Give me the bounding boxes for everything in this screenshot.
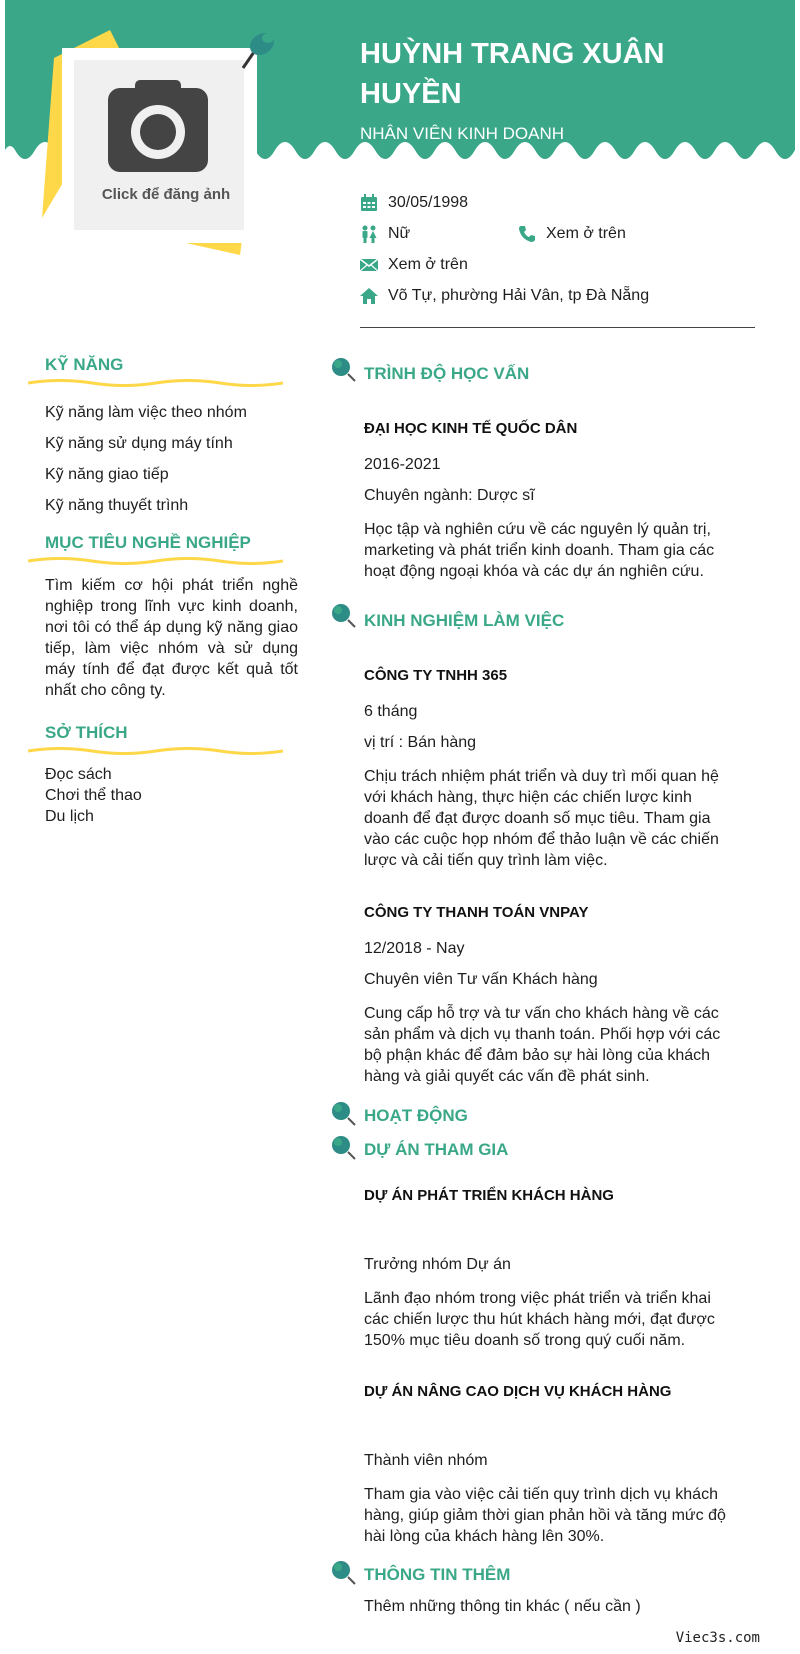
- education-desc: Học tập và nghiên cứu về các nguyên lý quản trị, marketing và phát triển kinh doanh. Tham gia các hoạt động ngoại khóa và các dự án nghiên cứu.: [364, 521, 715, 580]
- objective-title: MỤC TIÊU NGHỀ NGHIỆP: [45, 533, 251, 552]
- extra-title: THÔNG TIN THÊM: [364, 1565, 511, 1584]
- activities-title: HOẠT ĐỘNG: [364, 1106, 468, 1125]
- birthday-row: [360, 194, 468, 212]
- address-value: Võ Tự, phường Hải Vân, tp Đà Nẵng: [388, 287, 650, 304]
- objective-text: Tìm kiếm cơ hội phát triển nghề nghiệp trong lĩnh vực kinh doanh, nơi tôi có thể áp dụng kỹ năng giao tiếp, làm việc nhóm và sử dụng máy tính để đạt được kết quả tốt nhất cho công ty.: [45, 577, 298, 699]
- phone-value: Xem ở trên: [546, 225, 626, 242]
- job-company: CÔNG TY THANH TOÁN VNPAY: [364, 904, 589, 921]
- experience-title: KINH NGHIỆM LÀM VIỆC: [364, 611, 565, 630]
- gender-value: Nữ: [388, 225, 411, 242]
- email-row: [360, 256, 468, 274]
- job-desc: Cung cấp hỗ trợ và tư vấn cho khách hàng về các sản phẩm và dịch vụ thanh toán. Phối hợp với các bộ phận khác để đảm bảo sự hài lòng của khách hàng và giải quyết các vấn đề phát sinh.: [364, 1005, 721, 1085]
- address-row: [360, 287, 649, 305]
- job-desc: Chịu trách nhiệm phát triển và duy trì mối quan hệ với khách hàng, thực hiện các chiến lược kinh doanh để đạt được doanh số mục tiêu. Tham gia vào các cuộc họp nhóm để thảo luận về các chiến lược và cải tiến quy trình làm việc.: [364, 768, 719, 869]
- skill-item: Kỹ năng thuyết trình: [45, 497, 189, 514]
- phone-icon: [518, 225, 536, 243]
- pushpin-icon: [330, 1134, 356, 1160]
- project-role: Thành viên nhóm: [364, 1452, 488, 1469]
- job-company: CÔNG TY TNHH 365: [364, 667, 508, 684]
- calendar-icon: [360, 194, 378, 212]
- education-school: ĐẠI HỌC KINH TẾ QUỐC DÂN: [364, 420, 578, 437]
- skill-item: Kỹ năng sử dụng máy tính: [45, 435, 233, 452]
- skills-wave-divider: [28, 378, 283, 388]
- contact-divider: [360, 327, 755, 328]
- camera-icon: [108, 80, 208, 172]
- extra-text: Thêm những thông tin khác ( nếu cần ): [364, 1598, 641, 1615]
- candidate-role: NHÂN VIÊN KINH DOANH: [360, 124, 565, 143]
- hobby-item: Chơi thể thao: [45, 787, 142, 804]
- watermark: Viec3s.com: [675, 1630, 760, 1646]
- email-value: Xem ở trên: [388, 256, 468, 273]
- skill-item: Kỹ năng làm việc theo nhóm: [45, 404, 247, 421]
- photo-upload-caption[interactable]: Click để đăng ảnh: [101, 186, 231, 203]
- pushpin-icon: [330, 602, 356, 628]
- project-name: DỰ ÁN PHÁT TRIỂN KHÁCH HÀNG: [364, 1187, 614, 1204]
- photo-frame[interactable]: [40, 30, 300, 280]
- phone-row: [518, 225, 626, 243]
- pushpin-icon: [330, 1559, 356, 1585]
- projects-title: DỰ ÁN THAM GIA: [364, 1140, 509, 1159]
- education-title: TRÌNH ĐỘ HỌC VẤN: [364, 364, 530, 383]
- job-position: vị trí : Bán hàng: [364, 734, 477, 751]
- gender-row: [360, 225, 410, 243]
- job-duration: 12/2018 - Nay: [364, 940, 465, 957]
- hobby-item: Du lịch: [45, 808, 94, 825]
- project-desc: Lãnh đạo nhóm trong việc phát triển và triển khai các chiến lược thu hút khách hàng mới, đạt được 150% mục tiêu doanh số trong quý cuối năm.: [364, 1290, 715, 1349]
- hobbies-wave-divider: [28, 746, 283, 756]
- gender-icon: [360, 225, 378, 243]
- project-name: DỰ ÁN NÂNG CAO DỊCH VỤ KHÁCH HÀNG: [364, 1383, 672, 1400]
- pushpin-icon: [330, 356, 356, 382]
- envelope-icon: [360, 256, 378, 274]
- skills-title: KỸ NĂNG: [45, 355, 124, 374]
- project-desc: Tham gia vào việc cải tiến quy trình dịch vụ khách hàng, giúp giảm thời gian phản hồi và tăng mức độ hài lòng của khách hàng lên 30%.: [364, 1486, 726, 1545]
- job-duration: 6 tháng: [364, 703, 418, 720]
- skill-item: Kỹ năng giao tiếp: [45, 466, 169, 483]
- candidate-name: HUỲNH TRANG XUÂN HUYỀN: [360, 38, 665, 110]
- objective-wave-divider: [28, 556, 283, 566]
- job-position: Chuyên viên Tư vấn Khách hàng: [364, 971, 598, 988]
- birthday-value: 30/05/1998: [388, 194, 469, 211]
- education-years: 2016-2021: [364, 456, 441, 473]
- home-icon: [360, 287, 378, 305]
- pushpin-icon: [330, 1100, 356, 1126]
- education-major: Chuyên ngành: Dược sĩ: [364, 487, 535, 504]
- project-role: Trưởng nhóm Dự án: [364, 1256, 511, 1273]
- hobby-item: Đọc sách: [45, 766, 112, 783]
- hobbies-title: SỞ THÍCH: [45, 723, 128, 742]
